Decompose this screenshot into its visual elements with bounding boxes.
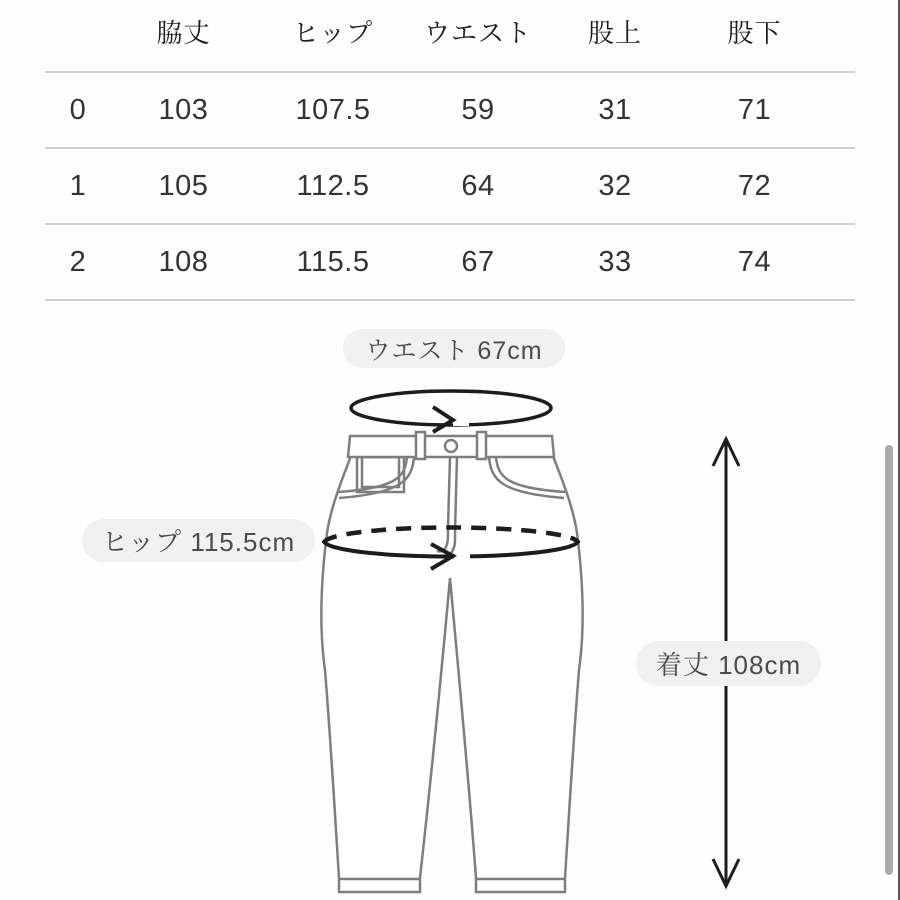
cell-waist: 59 bbox=[461, 93, 495, 126]
cell-inseam: 72 bbox=[737, 169, 772, 202]
size-label: 0 bbox=[69, 93, 87, 126]
column-header-hip: ヒップ bbox=[292, 18, 374, 48]
belt-loop-right bbox=[477, 432, 486, 459]
cell-hip: 115.5 bbox=[296, 245, 370, 278]
column-header-side-length: 脇丈 bbox=[156, 18, 211, 48]
column-header-waist: ウエスト bbox=[423, 18, 532, 48]
column-header-inseam: 股下 bbox=[727, 18, 782, 48]
cell-rise: 33 bbox=[598, 245, 632, 278]
hip-measurement-label: ヒップ 115.5cm bbox=[82, 519, 315, 562]
column-header-rise: 股上 bbox=[587, 18, 642, 48]
waist-button bbox=[445, 440, 457, 452]
cell-rise: 31 bbox=[598, 93, 632, 126]
waist-girth-arrow bbox=[351, 391, 551, 432]
cell-inseam: 71 bbox=[737, 93, 772, 126]
size-label: 1 bbox=[69, 169, 87, 202]
length-measurement-label: 着丈 108cm bbox=[636, 641, 821, 686]
cell-waist: 67 bbox=[461, 245, 495, 278]
pants-silhouette bbox=[321, 456, 582, 892]
scrollbar[interactable] bbox=[885, 445, 893, 875]
pants-illustration bbox=[321, 432, 582, 892]
cell-inseam: 74 bbox=[737, 245, 772, 278]
waist-arrowhead-icon bbox=[433, 407, 453, 432]
cell-hip: 112.5 bbox=[296, 169, 370, 202]
cell-side-length: 105 bbox=[158, 169, 209, 202]
cell-rise: 32 bbox=[598, 169, 632, 202]
waist-measurement-label: ウエスト 67cm bbox=[343, 329, 565, 368]
cell-waist: 64 bbox=[461, 169, 495, 202]
cell-side-length: 108 bbox=[158, 245, 209, 278]
size-label: 2 bbox=[69, 245, 87, 278]
cell-side-length: 103 bbox=[158, 93, 209, 126]
belt-loop-left bbox=[416, 432, 425, 459]
cell-hip: 107.5 bbox=[295, 93, 371, 126]
